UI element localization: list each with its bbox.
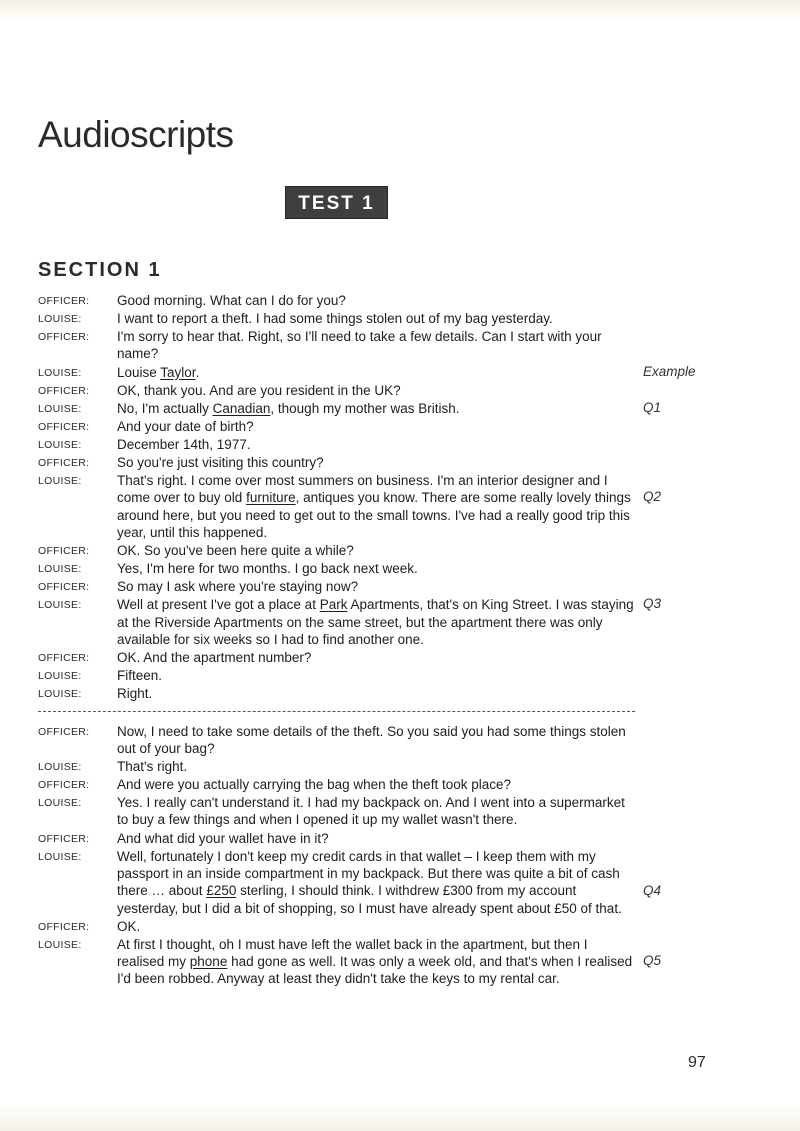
speaker-label: OFFICER: xyxy=(38,384,90,397)
dialogue-part-1 xyxy=(38,292,718,703)
speaker-label: LOUISE: xyxy=(38,688,82,701)
dialogue-row xyxy=(38,667,718,684)
dialogue-text: Right. xyxy=(117,686,153,702)
dialogue-row xyxy=(38,794,718,829)
text-after-answer: , though my mother was British. xyxy=(270,400,460,416)
underlined-answer: Park xyxy=(319,597,348,613)
speaker-label: LOUISE: xyxy=(38,438,82,451)
dialogue-text: Yes, I'm here for two months. I go back next week. xyxy=(117,561,418,577)
section-title: SECTION 1 xyxy=(38,259,162,281)
dialogue-row xyxy=(38,454,718,471)
test-badge: TEST 1 xyxy=(285,186,388,219)
dialogue-row xyxy=(38,542,718,559)
underlined-answer: furniture xyxy=(246,490,296,506)
dialogue-text: Fifteen. xyxy=(117,668,163,684)
dialogue-row xyxy=(38,578,718,595)
speaker-label: OFFICER: xyxy=(38,779,90,792)
dialogue-row xyxy=(38,596,718,648)
speaker-label: LOUISE: xyxy=(38,563,82,576)
dialogue-text xyxy=(117,472,638,541)
dialogue-text: OK, thank you. And are you resident in the UK? xyxy=(117,382,401,398)
dialogue-text: OK. And the apartment number? xyxy=(117,650,312,666)
speaker-label: LOUISE: xyxy=(38,797,82,810)
speaker-label: OFFICER: xyxy=(38,331,90,344)
speaker-label: OFFICER: xyxy=(38,725,90,738)
page-bottom-edge xyxy=(0,1103,800,1131)
dialogue-text xyxy=(117,848,638,917)
dialogue-text: And were you actually carrying the bag when the theft took place? xyxy=(117,777,511,793)
dialogue-row xyxy=(38,328,718,363)
question-marker: Q5 xyxy=(643,952,662,968)
dialogue-row xyxy=(38,723,718,758)
dialogue-text: That's right. xyxy=(117,758,188,774)
text-after-answer: had gone as well. It was only a week old, and that's when I realised I'd been robbed. Anyway at least they didn't take the keys to my rental car. xyxy=(117,954,633,987)
dialogue-row xyxy=(38,472,718,541)
dialogue-text xyxy=(117,400,638,417)
question-marker: Q3 xyxy=(643,596,662,612)
speaker-label: LOUISE: xyxy=(38,475,82,488)
page-top-edge xyxy=(0,0,800,22)
text-before-answer: Well, fortunately I don't keep my credit cards in that wallet – I keep them with my passport in an inside compartment in my backpack. But there was quite a bit of cash there … about xyxy=(117,848,620,899)
question-marker: Q2 xyxy=(643,489,662,505)
underlined-answer: Taylor xyxy=(160,364,196,380)
speaker-label: LOUISE: xyxy=(38,850,82,863)
speaker-label: LOUISE: xyxy=(38,402,82,415)
dialogue-row xyxy=(38,364,718,381)
dialogue-text: Yes. I really can't understand it. I had my backpack on. And I went into a supermarket to buy a few things and when I opened it up my wallet wasn't there. xyxy=(117,795,625,828)
dialogue-text: I want to report a theft. I had some things stolen out of my bag yesterday. xyxy=(117,311,553,327)
text-after-answer: . xyxy=(195,364,200,380)
page-number: 97 xyxy=(688,1054,706,1071)
question-marker: Q1 xyxy=(643,399,662,415)
speaker-label: OFFICER: xyxy=(38,295,90,307)
dialogue-part-2 xyxy=(38,723,718,988)
dialogue-row xyxy=(38,400,718,417)
speaker-label: LOUISE: xyxy=(38,366,82,379)
text-after-answer: , antiques you know. There are some really lovely things around here, but you need to get out to the small towns. I've had a really good trip this year, until this happened. xyxy=(117,490,631,541)
dialogue-text: I'm sorry to hear that. Right, so I'll need to take a few details. Can I start with your name? xyxy=(117,329,602,362)
speaker-label: OFFICER: xyxy=(38,920,90,933)
dialogue-row xyxy=(38,918,718,935)
dialogue-row xyxy=(38,436,718,453)
dialogue-row xyxy=(38,685,718,702)
dialogue-row xyxy=(38,830,718,847)
dialogue-row xyxy=(38,936,718,988)
text-before-answer: That's right. I come over most summers on business. I'm an interior designer and I come over to buy old xyxy=(117,473,608,506)
dialogue-text: OK. So you've been here quite a while? xyxy=(117,543,354,559)
speaker-label: LOUISE: xyxy=(38,599,82,612)
dialogue-row xyxy=(38,310,718,327)
dialogue-text: December 14th, 1977. xyxy=(117,436,251,452)
underlined-answer: phone xyxy=(189,954,228,970)
speaker-label: LOUISE: xyxy=(38,313,82,326)
dialogue-text: So you're just visiting this country? xyxy=(117,455,324,471)
dialogue-row xyxy=(38,848,718,917)
speaker-label: LOUISE: xyxy=(38,760,82,773)
speaker-label: OFFICER: xyxy=(38,652,90,665)
dialogue-text xyxy=(117,364,638,381)
page-title: Audioscripts xyxy=(38,114,234,155)
text-before-answer: Well at present I've got a place at xyxy=(117,597,320,613)
speaker-label: OFFICER: xyxy=(38,581,90,594)
dialogue-text: OK. xyxy=(117,918,141,934)
dialogue-text: And what did your wallet have in it? xyxy=(117,830,329,846)
speaker-label: OFFICER: xyxy=(38,457,90,470)
dialogue-row xyxy=(38,292,718,309)
audioscript xyxy=(38,292,718,988)
dialogue-row xyxy=(38,758,718,775)
dialogue-row xyxy=(38,418,718,435)
text-before-answer: Louise xyxy=(117,364,161,380)
dialogue-row xyxy=(38,649,718,666)
question-marker: Example xyxy=(643,363,696,379)
dialogue-text xyxy=(117,596,638,648)
text-after-answer: sterling, I should think. I withdrew £300 from my account yesterday, but I did a bit of shopping, so I must have already spent about £50 of that. xyxy=(117,883,622,916)
dialogue-row xyxy=(38,560,718,577)
section-divider xyxy=(38,711,635,712)
text-after-answer: Apartments, that's on King Street. I was staying at the Riverside Apartments on the same street, but the apartment there was only available for six weeks so I had to find another one. xyxy=(117,597,634,647)
dialogue-text: So may I ask where you're staying now? xyxy=(117,579,359,595)
speaker-label: OFFICER: xyxy=(38,420,90,433)
dialogue-text: Good morning. What can I do for you? xyxy=(117,293,346,308)
question-marker: Q4 xyxy=(643,882,662,898)
speaker-label: OFFICER: xyxy=(38,832,90,845)
text-before-answer: At first I thought, oh I must have left the wallet back in the apartment, but then I realised my xyxy=(117,936,588,970)
underlined-answer: Canadian xyxy=(212,400,271,416)
speaker-label: LOUISE: xyxy=(38,670,82,683)
underlined-answer: £250 xyxy=(206,883,237,899)
dialogue-row xyxy=(38,382,718,399)
dialogue-text xyxy=(117,936,638,988)
dialogue-text: Now, I need to take some details of the theft. So you said you had some things stolen out of your bag? xyxy=(117,723,626,756)
speaker-label: LOUISE: xyxy=(38,938,82,951)
speaker-label: OFFICER: xyxy=(38,545,90,558)
text-before-answer: No, I'm actually xyxy=(117,400,213,416)
dialogue-row xyxy=(38,776,718,793)
dialogue-text: And your date of birth? xyxy=(117,418,254,434)
